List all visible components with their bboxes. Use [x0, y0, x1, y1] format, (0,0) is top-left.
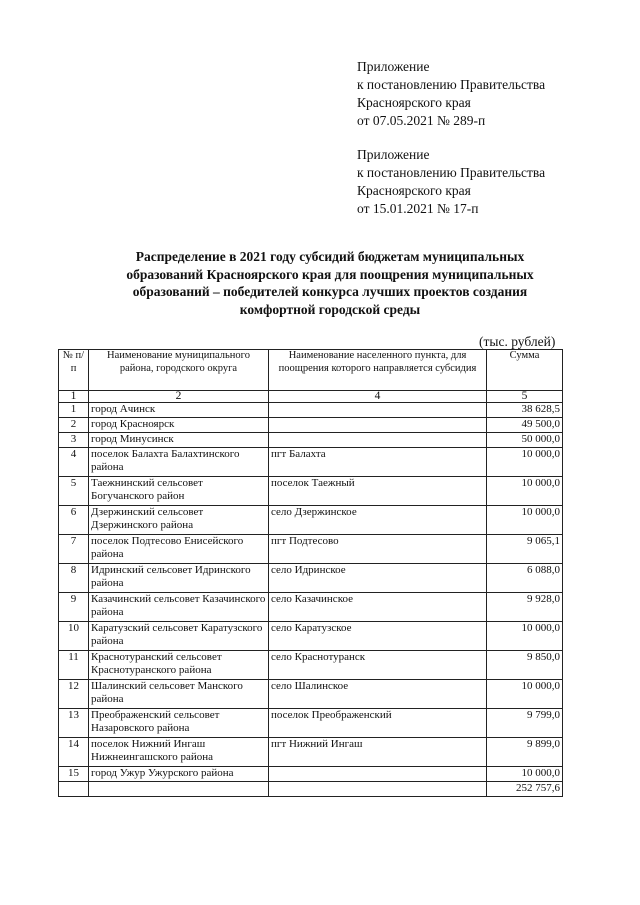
table-row	[59, 593, 563, 622]
row-settlement: село Шалинское	[269, 680, 487, 709]
row-settlement: село Идринское	[269, 564, 487, 593]
table-row	[59, 433, 563, 448]
row-num: 13	[59, 709, 89, 738]
table-row	[59, 622, 563, 651]
appendix-line: к постановлению Правительства	[357, 165, 546, 180]
appendix-line: от 15.01.2021 № 17-п	[357, 201, 479, 216]
row-sum: 6 088,0	[487, 564, 563, 593]
row-num: 4	[59, 448, 89, 477]
column-number: 2	[89, 391, 269, 403]
table-row	[59, 477, 563, 506]
row-sum: 38 628,5	[487, 403, 563, 418]
table-row	[59, 651, 563, 680]
table-row	[59, 418, 563, 433]
table-row	[59, 709, 563, 738]
table-row	[59, 564, 563, 593]
table-row	[59, 738, 563, 767]
header-settlement: Наименование населенного пункта, для поощрения которого направляется субсидия	[269, 350, 487, 391]
title-line: образований Красноярского края для поощрения муниципальных	[126, 266, 534, 282]
document-title	[60, 248, 600, 318]
table-header-row	[59, 350, 563, 391]
row-settlement	[269, 767, 487, 782]
row-sum: 10 000,0	[487, 448, 563, 477]
row-num: 7	[59, 535, 89, 564]
appendix-line: к постановлению Правительства	[357, 77, 546, 92]
total-empty-cell	[59, 782, 89, 797]
row-municipality: Каратузский сельсовет Каратузского района	[89, 622, 269, 651]
row-settlement: пгт Балахта	[269, 448, 487, 477]
title-line: комфортной городской среды	[239, 301, 421, 317]
row-num: 6	[59, 506, 89, 535]
total-row	[59, 782, 563, 797]
column-number: 1	[59, 391, 89, 403]
appendix-block-1	[357, 58, 545, 130]
row-settlement: пгт Нижний Ингаш	[269, 738, 487, 767]
row-num: 10	[59, 622, 89, 651]
row-municipality: Дзержинский сельсовет Дзержинского района	[89, 506, 269, 535]
row-num: 3	[59, 433, 89, 448]
table-row	[59, 448, 563, 477]
title-line: образований – победителей конкурса лучших проектов создания	[132, 284, 528, 299]
row-sum: 9 799,0	[487, 709, 563, 738]
row-settlement	[269, 433, 487, 448]
row-sum: 10 000,0	[487, 506, 563, 535]
header-sum: Сумма	[487, 350, 563, 391]
row-num: 12	[59, 680, 89, 709]
row-sum: 10 000,0	[487, 477, 563, 506]
table-row	[59, 535, 563, 564]
appendix-line: Красноярского края	[357, 95, 471, 110]
row-settlement: село Каратузское	[269, 622, 487, 651]
header-num: № п/п	[59, 350, 89, 391]
row-settlement: село Казачинское	[269, 593, 487, 622]
row-num: 15	[59, 767, 89, 782]
row-settlement: поселок Преображенский	[269, 709, 487, 738]
column-number-row	[59, 391, 563, 403]
row-municipality: поселок Нижний Ингаш Нижнеингашского района	[89, 738, 269, 767]
row-settlement: поселок Таежный	[269, 477, 487, 506]
row-num: 5	[59, 477, 89, 506]
row-municipality: Таежнинский сельсовет Богучанского район	[89, 477, 269, 506]
row-sum: 50 000,0	[487, 433, 563, 448]
row-settlement	[269, 418, 487, 433]
row-municipality: поселок Подтесово Енисейского района	[89, 535, 269, 564]
total-empty-cell	[269, 782, 487, 797]
row-municipality: Шалинский сельсовет Манского района	[89, 680, 269, 709]
row-settlement: село Краснотуранск	[269, 651, 487, 680]
row-settlement	[269, 403, 487, 418]
row-municipality: город Ачинск	[89, 403, 269, 418]
row-num: 2	[59, 418, 89, 433]
row-sum: 9 850,0	[487, 651, 563, 680]
row-num: 9	[59, 593, 89, 622]
appendix-line: Приложение	[357, 59, 430, 74]
row-municipality: город Ужур Ужурского района	[89, 767, 269, 782]
row-sum: 49 500,0	[487, 418, 563, 433]
appendix-line: от 07.05.2021 № 289-п	[357, 113, 486, 128]
appendix-line: Приложение	[357, 147, 430, 162]
units-label: (тыс. рублей)	[479, 334, 556, 349]
table-row	[59, 767, 563, 782]
row-num: 8	[59, 564, 89, 593]
row-settlement: село Дзержинское	[269, 506, 487, 535]
row-num: 1	[59, 403, 89, 418]
row-num: 14	[59, 738, 89, 767]
row-num: 11	[59, 651, 89, 680]
total-sum: 252 757,6	[487, 782, 563, 797]
row-municipality: Казачинский сельсовет Казачинского района	[89, 593, 269, 622]
subsidy-table	[58, 349, 563, 797]
table-row	[59, 506, 563, 535]
row-municipality: город Минусинск	[89, 433, 269, 448]
row-sum: 10 000,0	[487, 622, 563, 651]
row-sum: 9 928,0	[487, 593, 563, 622]
total-empty-cell	[89, 782, 269, 797]
header-municipality: Наименование муниципального района, городского округа	[89, 350, 269, 391]
row-sum: 10 000,0	[487, 680, 563, 709]
row-sum: 9 065,1	[487, 535, 563, 564]
column-number: 4	[269, 391, 487, 403]
row-municipality: Идринский сельсовет Идринского района	[89, 564, 269, 593]
row-settlement: пгт Подтесово	[269, 535, 487, 564]
table-row	[59, 403, 563, 418]
table-row	[59, 680, 563, 709]
column-number: 5	[487, 391, 563, 403]
title-line: Распределение в 2021 году субсидий бюджетам муниципальных	[135, 249, 525, 264]
appendix-line: Красноярского края	[357, 183, 471, 198]
row-sum: 10 000,0	[487, 767, 563, 782]
row-sum: 9 899,0	[487, 738, 563, 767]
row-municipality: поселок Балахта Балахтинского района	[89, 448, 269, 477]
row-municipality: Преображенский сельсовет Назаровского района	[89, 709, 269, 738]
row-municipality: Краснотуранский сельсовет Краснотуранского района	[89, 651, 269, 680]
row-municipality: город Красноярск	[89, 418, 269, 433]
appendix-block-2	[357, 146, 545, 218]
